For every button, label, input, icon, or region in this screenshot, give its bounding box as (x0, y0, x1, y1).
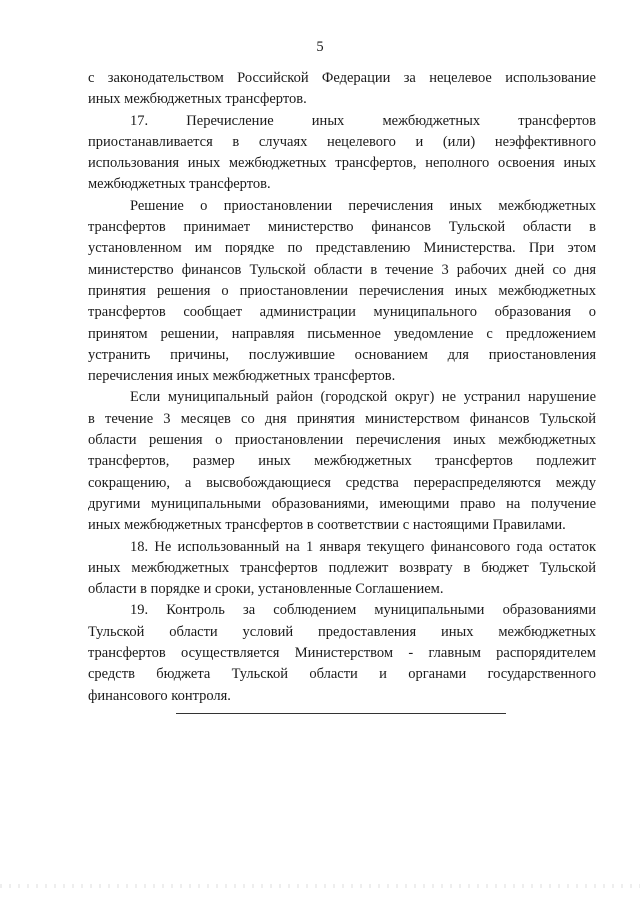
scan-artifact-strip (0, 884, 640, 888)
text-line: министерство финансов Тульской области в течение 3 рабочих дней со дня (88, 261, 596, 278)
text-line: использования иных межбюджетных трансфертов, неполного освоения иных (88, 155, 596, 172)
text-line: устранить причины, послужившие основанием для приостановления (88, 346, 596, 363)
text-line: трансфертов сообщает администрации муниципального образования о (88, 304, 596, 321)
text-line: другими муниципальными образованиями, имеющими право на получение (88, 495, 596, 512)
paragraph-continuation (88, 68, 596, 111)
end-of-document-separator (176, 713, 506, 714)
text-line: иных межбюджетных трансфертов подлежит возврату в бюджет Тульской (88, 559, 596, 576)
text-line: сокращению, а высвобождающиеся средства перераспределяются между (88, 474, 596, 491)
text-line: трансфертов принимает министерство финансов Тульской области в (88, 219, 596, 236)
text-line: межбюджетных трансфертов. (88, 176, 271, 193)
paragraph-clause-18 (88, 537, 596, 601)
text-line: приостанавливается в случаях нецелевого и (или) неэффективного (88, 133, 596, 150)
text-line: иных межбюджетных трансфертов. (88, 91, 307, 108)
text-line: Тульской области условий предоставления иных межбюджетных (88, 623, 596, 640)
paragraph-redistribution (88, 387, 596, 536)
document-body (88, 68, 596, 707)
text-line: с законодательством Российской Федерации за нецелевое использование (88, 70, 596, 86)
page-number: 5 (316, 39, 324, 55)
paragraph-clause-17 (88, 111, 596, 196)
text-line: средств бюджета Тульской области и органами государственного (88, 666, 596, 683)
paragraph-suspension-decision (88, 196, 596, 388)
text-line: трансфертов, размер иных межбюджетных трансфертов подлежит (88, 453, 596, 470)
text-line: области решения о приостановлении перечисления иных межбюджетных (88, 432, 596, 449)
text-line: финансового контроля. (88, 687, 231, 704)
text-line: 17. Перечисление иных межбюджетных трансфертов (130, 112, 596, 129)
text-line: принятия решения о приостановлении перечисления иных межбюджетных (88, 282, 596, 299)
text-line: перечисления иных межбюджетных трансфертов. (88, 368, 396, 385)
text-line: в течение 3 месяцев со дня принятия министерством финансов Тульской (88, 410, 596, 427)
text-line: трансфертов осуществляется Министерством - главным распорядителем (88, 645, 596, 662)
text-line: области в порядке и сроки, установленные Соглашением. (88, 581, 444, 598)
paragraph-clause-19 (88, 600, 596, 706)
text-line: принятом решении, направляя письменное уведомление с предложением (88, 325, 596, 342)
text-line: Если муниципальный район (городской округ) не устранил нарушение (130, 389, 596, 406)
text-line: установленном им порядке по представлению Министерства. При этом (88, 240, 596, 257)
text-line: Решение о приостановлении перечисления иных межбюджетных (130, 197, 596, 214)
text-line: 18. Не использованный на 1 января текущего финансового года остаток (130, 538, 596, 555)
text-line: иных межбюджетных трансфертов в соответствии с настоящими Правилами. (88, 517, 566, 534)
text-line: 19. Контроль за соблюдением муниципальными образованиями (130, 602, 596, 619)
